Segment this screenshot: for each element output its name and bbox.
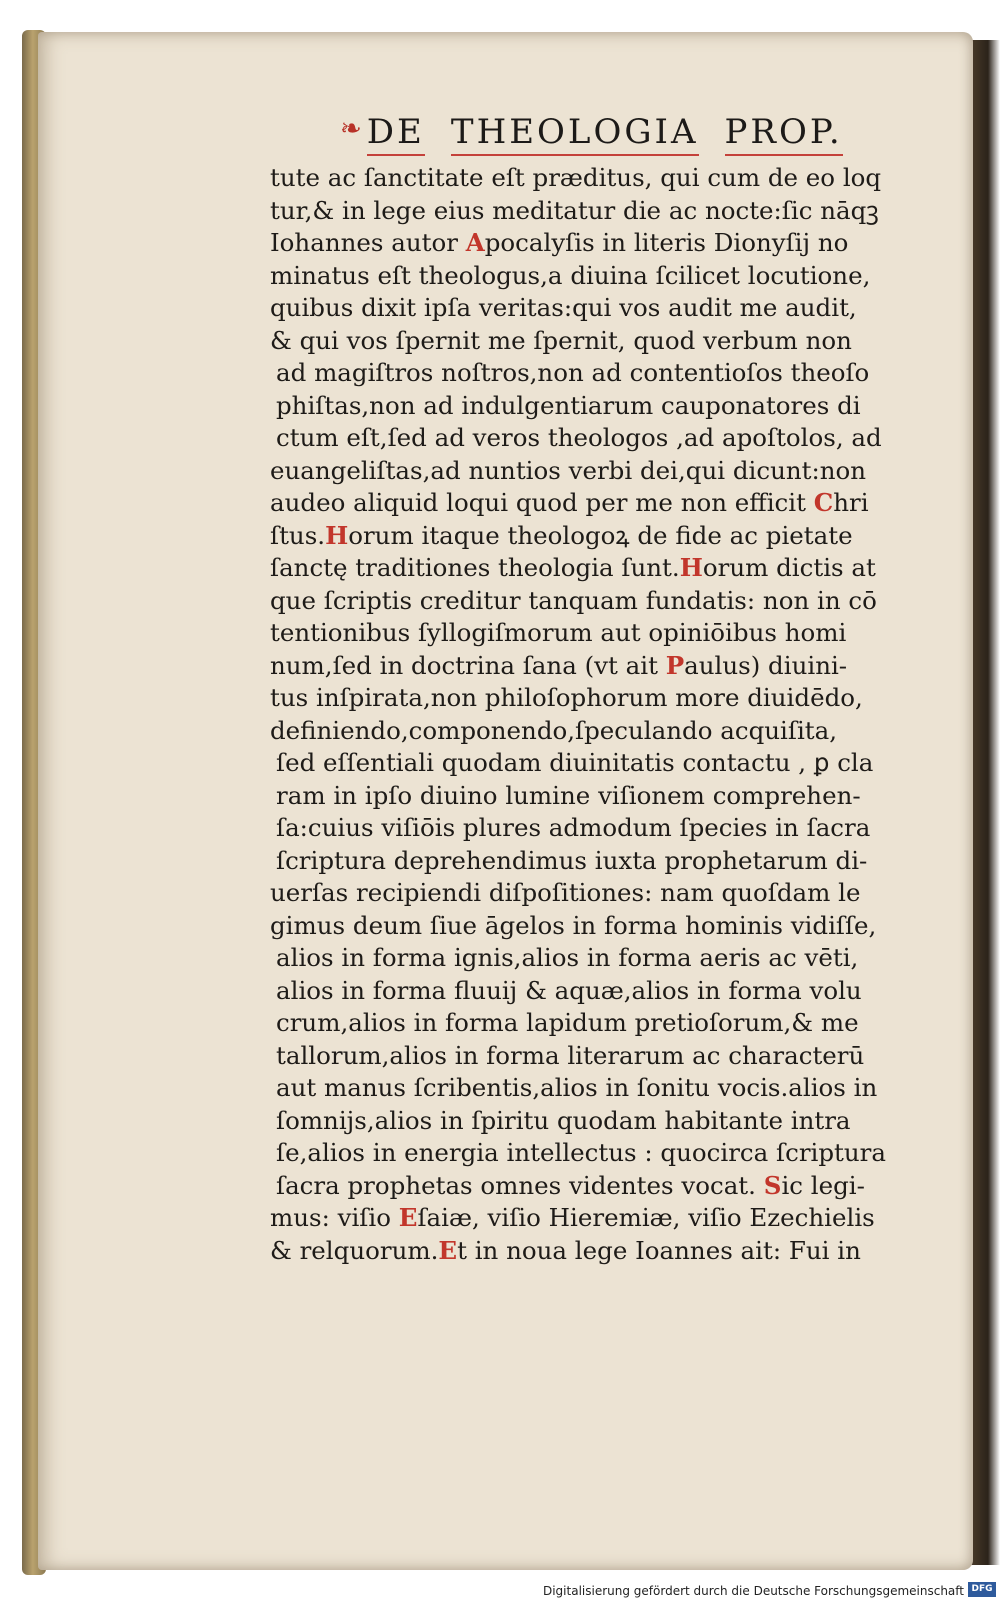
line-text: ſe,alios in energia intellectus : quocirca ſcriptura [276,1138,886,1167]
line-text: ſacra prophetas omnes videntes vocat. [276,1170,764,1200]
line-text: que ſcriptis creditur tanquam fundatis: non in cō [270,585,877,615]
text-line [270,1072,950,1105]
rubricated-initial: P [665,650,685,680]
line-text: hri [833,488,869,517]
line-text: aulus) diuini- [684,650,848,680]
running-head-word-1: DE [367,112,425,156]
line-text: aut manus ſcribentis,alios in ſonitu vocis.alios in [276,1073,878,1102]
line-text: ſanctę traditiones theologia ſunt. [270,553,680,582]
line-text: audeo aliquid loqui quod per me non efficit [270,488,814,517]
line-text: ſomnijs,alios in ſpiritu quodam habitante intra [276,1105,851,1135]
line-text: alios in forma fluuij & aquæ,alios in forma volu [276,975,862,1005]
line-text: euangeliſtas,ad nuntios verbi dei,qui dicunt:non [270,455,867,485]
rubricated-initial: C [813,488,834,517]
line-text: tus inſpirata,non philoſophorum more diuidēdo, [270,683,863,712]
line-text: ic legi- [781,1170,865,1200]
text-line [270,812,950,845]
line-text: tur,& in lege eius meditatur die ac nocte:ſic nāqꝫ [270,195,879,225]
text-line [270,617,950,650]
text-line [270,585,950,618]
funding-credit: Digitalisierung gefördert durch die Deutsche Forschungsgemeinschaft [542,1584,964,1598]
text-line [270,942,950,975]
text-line [270,1007,950,1040]
line-text: ſtus. [270,520,326,550]
line-text: ſaiæ, viſio Hieremiæ, viſio Ezechielis [417,1203,875,1232]
line-text: alios in forma ignis,alios in forma aeris ac vēti, [276,943,859,972]
body-text [270,162,950,1267]
line-text: t in noua lege Ioannes ait: Fui in [457,1235,861,1265]
text-line [270,162,950,195]
line-text: mus: viſio [270,1203,399,1232]
rubricated-initial: S [763,1170,782,1200]
text-line [270,1170,950,1203]
text-line [270,487,950,520]
line-text: uerſas recipiendi diſpoſitiones: nam quoſdam le [270,878,861,907]
running-head [340,112,860,158]
running-head-word-3: PROP. [725,112,843,156]
text-line [270,715,950,748]
text-line [270,1105,950,1138]
text-line [270,195,950,228]
line-text: ctum eſt,ſed ad veros theologos ,ad apoſtolos, ad [276,423,882,452]
text-line [270,260,950,293]
text-line [270,1235,950,1268]
text-line [270,292,950,325]
text-line [270,1040,950,1073]
text-line [270,780,950,813]
line-text: phiſtas,non ad indulgentiarum cauponatores di [276,390,861,420]
line-text: ſcriptura deprehendimus iuxta prophetarum di- [276,845,868,875]
line-text: & qui vos ſpernit me ſpernit, quod verbum non [270,325,852,355]
text-line [270,845,950,878]
footer-bar [0,1576,1000,1607]
text-line [270,682,950,715]
line-text: num,ſed in doctrina ſana (vt ait [270,650,666,680]
line-text: Iohannes autor [270,228,466,257]
line-text: quibus dixit ipſa veritas:qui vos audit me audit, [270,293,857,322]
text-line [270,325,950,358]
book-edge [970,40,1000,1565]
dfg-logo: DFG [968,1582,996,1597]
line-text: crum,alios in forma lapidum pretioſorum,& me [276,1008,859,1037]
line-text: gimus deum ſiue āgelos in forma hominis vidiſſe, [270,910,877,940]
text-line [270,1202,950,1235]
text-line [270,520,950,553]
text-line [270,357,950,390]
line-text: definiendo,componendo,ſpeculando acquiſita, [270,715,838,745]
rubricated-initial: E [398,1203,418,1232]
text-line [270,650,950,683]
line-text: pocalyſis in literis Dionyſij no [484,228,849,257]
text-line [270,390,950,423]
line-text: orum dictis at [702,553,876,582]
text-line [270,227,950,260]
line-text: ad magiſtros noſtros,non ad contentioſos theoſo [276,358,870,387]
rubricated-initial: A [465,228,485,257]
line-text: ram in ipſo diuino lumine viſionem comprehen- [276,780,861,810]
line-text: tallorum,alios in forma literarum ac characterū [276,1040,865,1070]
running-head-word-2: THEOLOGIA [451,112,699,156]
rubricated-initial: H [325,520,349,550]
text-line [270,877,950,910]
text-line [270,975,950,1008]
line-text: orum itaque theologoꝝ de fide ac pietate [348,520,853,550]
text-line [270,747,950,780]
line-text: tentionibus ſyllogiſmorum aut opiniōibus homi [270,618,847,647]
rubricated-initial: H [679,553,703,582]
line-text: ſed eſſentiali quodam diuinitatis contactu , ꝑ cla [276,748,874,777]
line-text: ſa:cuius viſiōis plures admodum ſpecies in ſacra [276,813,871,842]
paragraph-mark-icon: ❧ [340,114,365,144]
line-text: & relquorum. [270,1235,439,1265]
rubricated-initial: E [438,1235,458,1265]
line-text: tute ac ſanctitate eſt præditus, qui cum de eo loq [270,163,882,192]
text-line [270,422,950,455]
text-line [270,910,950,943]
text-line [270,1137,950,1170]
text-line [270,552,950,585]
line-text: minatus eſt theologus,a diuina ſcilicet locutione, [270,260,871,290]
text-line [270,455,950,488]
